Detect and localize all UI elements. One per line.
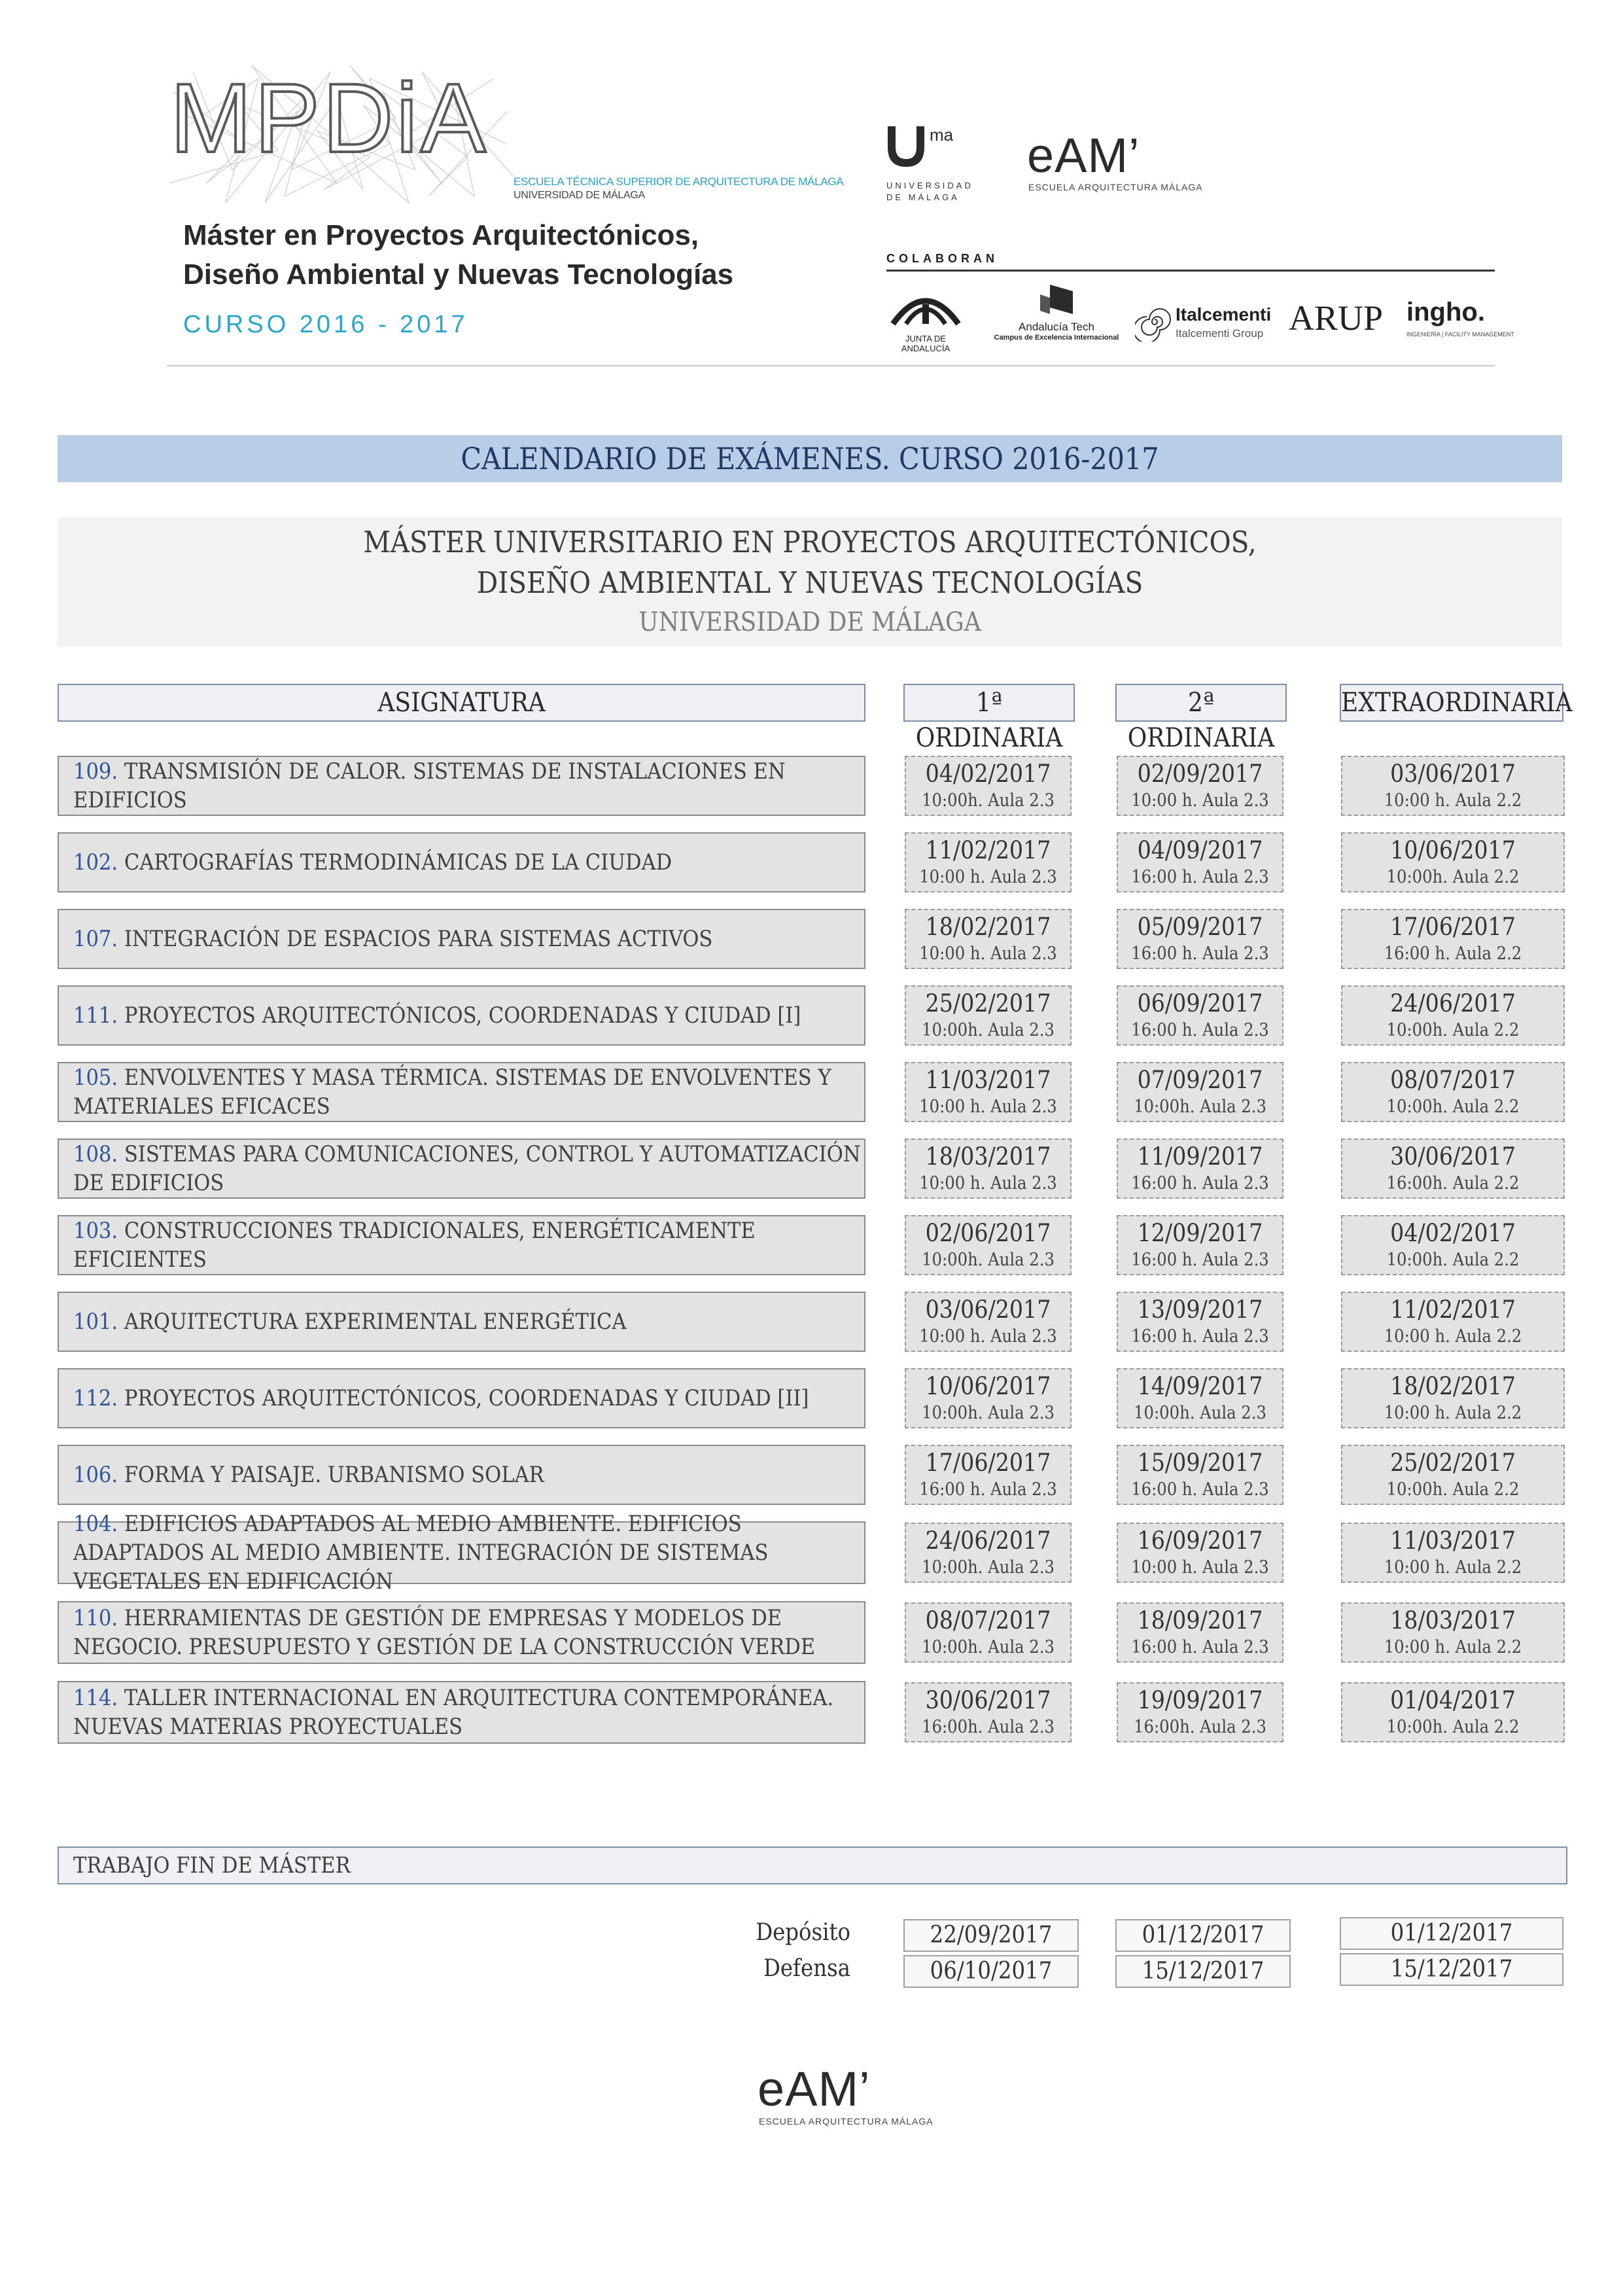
exam-date: 25/02/2017: [925, 989, 1051, 1017]
subject-cell: [58, 909, 865, 969]
exam-date: 25/02/2017: [1390, 1449, 1516, 1477]
subject-name: PROYECTOS ARQUITECTÓNICOS, COORDENADAS Y CIUDAD [I]: [124, 1002, 801, 1029]
subject-code: 103.: [73, 1218, 118, 1244]
exam-cell-extra: [1341, 1523, 1565, 1583]
uma-logo-text: [886, 180, 973, 203]
exam-date: 05/09/2017: [1137, 913, 1263, 941]
tfm-defense-label: Defensa: [763, 1955, 850, 1982]
exam-date: 18/09/2017: [1137, 1606, 1263, 1634]
exam-cell-first: [905, 1523, 1072, 1583]
subject-cell: [58, 1445, 865, 1505]
exam-date: 04/02/2017: [925, 760, 1051, 788]
exam-cell-second: [1117, 1215, 1283, 1275]
tfm-defense-extra: 15/12/2017: [1340, 1953, 1563, 1986]
column-header-subject: ASIGNATURA: [58, 684, 865, 722]
subject-name: CARTOGRAFÍAS TERMODINÁMICAS DE LA CIUDAD: [124, 849, 672, 875]
exam-cell-first: [905, 1062, 1072, 1122]
exam-time-room: 10:00h. Aula 2.3: [922, 1557, 1055, 1578]
subject-cell: [58, 1215, 865, 1275]
mpdia-logo-text: MPDiA: [170, 63, 489, 173]
exam-time-room: 16:00 h. Aula 2.3: [1131, 1020, 1269, 1040]
exam-date: 04/09/2017: [1137, 836, 1263, 864]
exam-time-room: 10:00 h. Aula 2.3: [1131, 1557, 1269, 1578]
exam-date: 17/06/2017: [1390, 913, 1516, 941]
exam-time-room: 10:00 h. Aula 2.2: [1384, 790, 1522, 811]
exam-date: 08/07/2017: [1390, 1066, 1516, 1094]
master-title-line2: Diseño Ambiental y Nuevas Tecnologías: [183, 258, 734, 291]
exam-time-room: 16:00h. Aula 2.3: [1134, 1717, 1266, 1737]
subject-code: 109.: [73, 758, 118, 785]
exam-time-room: 10:00h. Aula 2.2: [1386, 1097, 1520, 1117]
subject-name: ARQUITECTURA EXPERIMENTAL ENERGÉTICA: [124, 1309, 627, 1335]
exam-cell-extra: [1341, 1602, 1565, 1663]
master-title-line1: Máster en Proyectos Arquitectónicos,: [183, 219, 699, 251]
subject-code: 114.: [73, 1685, 118, 1711]
andalucia-tech-text: Andalucía Tech: [1019, 321, 1094, 333]
italcementi-spiral-icon: [1135, 302, 1174, 342]
exam-cell-extra: [1341, 1215, 1565, 1275]
exam-date: 11/09/2017: [1137, 1142, 1263, 1171]
exam-cell-second: [1117, 1602, 1283, 1663]
subject-name: FORMA Y PAISAJE. URBANISMO SOLAR: [124, 1462, 544, 1488]
exam-cell-first: [905, 1682, 1072, 1742]
exam-time-room: 10:00h. Aula 2.2: [1386, 1717, 1520, 1737]
uma-text-line2: DE MÁLAGA: [886, 192, 960, 202]
exam-time-room: 10:00 h. Aula 2.3: [1131, 790, 1269, 811]
exam-time-room: 10:00h. Aula 2.3: [1134, 1403, 1266, 1423]
exam-date: 15/09/2017: [1137, 1449, 1263, 1477]
exam-cell-first: [905, 1368, 1072, 1428]
andalucia-tech-subtitle: Campus de Excelencia Internacional: [994, 334, 1119, 342]
exam-time-room: 16:00 h. Aula 2.3: [1131, 1479, 1269, 1500]
exam-cell-extra: [1341, 1062, 1565, 1122]
tfm-title-bar: TRABAJO FIN DE MÁSTER: [58, 1846, 1567, 1884]
exam-time-room: 10:00h. Aula 2.3: [922, 1637, 1055, 1657]
junta-andalucia-logo: [886, 285, 965, 353]
exam-date: 18/02/2017: [925, 913, 1051, 941]
exam-time-room: 10:00h. Aula 2.3: [922, 1403, 1055, 1423]
exam-date: 11/02/2017: [1390, 1296, 1516, 1324]
exam-time-room: 10:00h. Aula 2.2: [1386, 1479, 1520, 1500]
subject-cell: [58, 832, 865, 892]
subject-cell: [58, 1511, 865, 1595]
exam-time-room: 16:00 h. Aula 2.3: [919, 1479, 1057, 1500]
exam-date: 03/06/2017: [925, 1296, 1051, 1324]
exam-date: 14/09/2017: [1137, 1372, 1263, 1400]
exam-time-room: 10:00 h. Aula 2.3: [919, 867, 1057, 887]
exam-cell-first: [905, 1139, 1072, 1199]
program-title-line2: DISEÑO AMBIENTAL Y NUEVAS TECNOLOGÍAS: [476, 565, 1143, 600]
exam-time-room: 10:00 h. Aula 2.2: [1384, 1637, 1522, 1657]
subject-name: HERRAMIENTAS DE GESTIÓN DE EMPRESAS Y MODELOS DE NEGOCIO. PRESUPUESTO Y GESTIÓN DE LA CONSTRUCCIÓN VERDE: [73, 1605, 816, 1660]
subject-code: 104.: [73, 1511, 118, 1537]
university-name: UNIVERSIDAD DE MÁLAGA: [514, 190, 645, 201]
exam-time-room: 10:00 h. Aula 2.3: [919, 1173, 1057, 1193]
column-header-second-ordinary: 2ª ORDINARIA: [1115, 684, 1287, 722]
exam-cell-second: [1117, 1062, 1283, 1122]
subject-code: 110.: [73, 1605, 118, 1631]
exam-time-room: 10:00 h. Aula 2.2: [1384, 1403, 1522, 1423]
exam-time-room: 16:00h. Aula 2.2: [1386, 1173, 1520, 1193]
subject-code: 111.: [73, 1002, 118, 1029]
subject-code: 102.: [73, 849, 118, 875]
subject-name: ENVOLVENTES Y MASA TÉRMICA. SISTEMAS DE ENVOLVENTES Y MATERIALES EFICACES: [73, 1065, 831, 1120]
exam-date: 30/06/2017: [1390, 1142, 1516, 1171]
subject-code: 101.: [73, 1309, 118, 1335]
exam-cell-extra: [1341, 756, 1565, 816]
exam-date: 30/06/2017: [925, 1686, 1051, 1714]
ingho-subtitle: INGENIERÍA | FACILITY MANAGEMENT: [1406, 331, 1514, 338]
collaborators-divider: [886, 270, 1495, 272]
subject-name: TRANSMISIÓN DE CALOR. SISTEMAS DE INSTALACIONES EN EDIFICIOS: [73, 758, 786, 813]
eam-logo: eAM’: [1027, 128, 1140, 183]
tfm-deposit-first: 22/09/2017: [903, 1919, 1079, 1952]
exam-cell-extra: [1341, 1368, 1565, 1428]
exam-time-room: 16:00 h. Aula 2.3: [1131, 1637, 1269, 1657]
exam-date: 02/06/2017: [925, 1219, 1051, 1247]
junta-andalucia-text: JUNTA DE ANDALUCÍA: [901, 334, 951, 353]
exam-cell-second: [1117, 1292, 1283, 1352]
exam-cell-extra: [1341, 1682, 1565, 1742]
exam-cell-first: [905, 1445, 1072, 1505]
subject-name: SISTEMAS PARA COMUNICACIONES, CONTROL Y AUTOMATIZACIÓN DE EDIFICIOS: [73, 1141, 861, 1196]
exam-date: 13/09/2017: [1137, 1296, 1263, 1324]
exam-time-room: 10:00h. Aula 2.2: [1386, 867, 1520, 887]
subject-code: 106.: [73, 1462, 118, 1488]
subject-name: INTEGRACIÓN DE ESPACIOS PARA SISTEMAS ACTIVOS: [124, 926, 713, 952]
exam-cell-first: [905, 1602, 1072, 1663]
tfm-deposit-label: Depósito: [756, 1919, 850, 1946]
subject-cell: [58, 1292, 865, 1352]
exam-cell-second: [1117, 1682, 1283, 1742]
exam-time-room: 16:00 h. Aula 2.2: [1384, 944, 1522, 964]
exam-time-room: 10:00 h. Aula 2.3: [919, 1326, 1057, 1347]
exam-date: 18/03/2017: [1390, 1606, 1516, 1634]
exam-date: 18/03/2017: [925, 1142, 1051, 1171]
exam-cell-second: [1117, 1139, 1283, 1199]
exam-date: 16/09/2017: [1137, 1527, 1263, 1555]
footer-eam-logo: eAM’: [758, 2062, 871, 2116]
exam-date: 18/02/2017: [1390, 1372, 1516, 1400]
exam-date: 24/06/2017: [925, 1527, 1051, 1555]
exam-time-room: 10:00h. Aula 2.3: [922, 1020, 1055, 1040]
andalucia-tech-logo: [988, 281, 1125, 353]
exam-time-room: 16:00 h. Aula 2.3: [1131, 867, 1269, 887]
tfm-defense-first: 06/10/2017: [903, 1955, 1079, 1988]
exam-time-room: 10:00h. Aula 2.3: [922, 790, 1055, 811]
exam-cell-second: [1117, 832, 1283, 892]
exam-time-room: 10:00h. Aula 2.2: [1386, 1020, 1520, 1040]
exam-date: 10/06/2017: [1390, 836, 1516, 864]
exam-date: 24/06/2017: [1390, 989, 1516, 1017]
master-title: [183, 216, 733, 294]
exam-cell-second: [1117, 1445, 1283, 1505]
exam-date: 10/06/2017: [925, 1372, 1051, 1400]
subject-cell: [58, 1681, 865, 1744]
course-label: CURSO 2016 - 2017: [183, 311, 468, 338]
exam-date: 08/07/2017: [925, 1606, 1051, 1634]
program-university: UNIVERSIDAD DE MÁLAGA: [638, 607, 981, 637]
exam-time-room: 16:00 h. Aula 2.3: [1131, 1173, 1269, 1193]
exam-time-room: 16:00 h. Aula 2.3: [1131, 1250, 1269, 1270]
exam-cell-extra: [1341, 1139, 1565, 1199]
exam-cell-second: [1117, 1368, 1283, 1428]
subject-code: 112.: [73, 1385, 118, 1411]
exam-cell-extra: [1341, 1445, 1565, 1505]
exam-cell-extra: [1341, 985, 1565, 1046]
ingho-logo: ingho.: [1406, 298, 1485, 327]
collaborators-label: COLABORAN: [886, 252, 998, 265]
program-title-line1: MÁSTER UNIVERSITARIO EN PROYECTOS ARQUITECTÓNICOS,: [363, 525, 1257, 559]
exam-cell-second: [1117, 985, 1283, 1046]
exam-time-room: 16:00 h. Aula 2.3: [1131, 1326, 1269, 1347]
exam-cell-first: [905, 756, 1072, 816]
exam-cell-first: [905, 985, 1072, 1046]
exam-cell-first: [905, 1292, 1072, 1352]
calendar-title: CALENDARIO DE EXÁMENES. CURSO 2016-2017: [461, 441, 1159, 476]
uma-text-line1: UNIVERSIDAD: [886, 181, 973, 190]
exam-cell-extra: [1341, 1292, 1565, 1352]
tfm-deposit-extra: 01/12/2017: [1340, 1917, 1563, 1950]
subject-name: CONSTRUCCIONES TRADICIONALES, ENERGÉTICAMENTE EFICIENTES: [73, 1218, 756, 1273]
exam-cell-second: [1117, 1523, 1283, 1583]
exam-time-room: 10:00 h. Aula 2.2: [1384, 1326, 1522, 1347]
subject-name: EDIFICIOS ADAPTADOS AL MEDIO AMBIENTE. EDIFICIOS ADAPTADOS AL MEDIO AMBIENTE. INTEGRACIÓN DE SISTEMAS VEGETALES EN EDIFICACIÓN: [73, 1511, 769, 1595]
svg-text:ma: ma: [930, 125, 954, 145]
subject-cell: [58, 756, 865, 816]
exam-time-room: 10:00h. Aula 2.3: [1134, 1097, 1266, 1117]
italcementi-text: Italcementi: [1176, 304, 1272, 325]
tfm-deposit-second: 01/12/2017: [1115, 1919, 1291, 1952]
subject-cell: [58, 1139, 865, 1199]
exam-cell-first: [905, 832, 1072, 892]
subject-cell: [58, 1601, 865, 1664]
school-name: ESCUELA TÉCNICA SUPERIOR DE ARQUITECTURA DE MÁLAGA: [514, 175, 844, 188]
subject-name: TALLER INTERNACIONAL EN ARQUITECTURA CONTEMPORÁNEA. NUEVAS MATERIAS PROYECTUALES: [73, 1685, 834, 1740]
subject-cell: [58, 1062, 865, 1122]
arup-logo: ARUP: [1289, 298, 1384, 338]
italcementi-subtitle: Italcementi Group: [1176, 327, 1264, 340]
exam-date: 03/06/2017: [1390, 760, 1516, 788]
exam-date: 12/09/2017: [1137, 1219, 1263, 1247]
subject-code: 108.: [73, 1141, 118, 1167]
exam-time-room: 16:00 h. Aula 2.3: [1131, 944, 1269, 964]
subject-code: 107.: [73, 926, 118, 952]
exam-date: 11/02/2017: [925, 836, 1051, 864]
exam-cell-second: [1117, 909, 1283, 969]
subject-name: PROYECTOS ARQUITECTÓNICOS, COORDENADAS Y CIUDAD [II]: [124, 1385, 809, 1411]
exam-time-room: 10:00h. Aula 2.2: [1386, 1250, 1520, 1270]
subject-code: 105.: [73, 1065, 118, 1091]
exam-date: 06/09/2017: [1137, 989, 1263, 1017]
column-header-extraordinary: EXTRAORDINARIA: [1340, 684, 1563, 722]
exam-time-room: 16:00h. Aula 2.3: [922, 1717, 1055, 1737]
exam-time-room: 10:00 h. Aula 2.2: [1384, 1557, 1522, 1578]
exam-date: 19/09/2017: [1137, 1686, 1263, 1714]
footer-eam-subtitle: ESCUELA ARQUITECTURA MÁLAGA: [759, 2116, 934, 2127]
exam-time-room: 10:00 h. Aula 2.3: [919, 1097, 1057, 1117]
exam-cell-extra: [1341, 909, 1565, 969]
exam-date: 01/04/2017: [1390, 1686, 1516, 1714]
column-header-first-ordinary: 1ª ORDINARIA: [903, 684, 1075, 722]
exam-time-room: 10:00 h. Aula 2.3: [919, 944, 1057, 964]
tfm-defense-second: 15/12/2017: [1115, 1955, 1291, 1988]
exam-date: 17/06/2017: [925, 1449, 1051, 1477]
exam-date: 11/03/2017: [1390, 1527, 1516, 1555]
exam-date: 02/09/2017: [1137, 760, 1263, 788]
subject-cell: [58, 985, 865, 1046]
exam-cell-second: [1117, 756, 1283, 816]
exam-time-room: 10:00h. Aula 2.3: [922, 1250, 1055, 1270]
header-divider: [167, 365, 1495, 366]
exam-cell-first: [905, 909, 1072, 969]
exam-date: 11/03/2017: [925, 1066, 1051, 1094]
subject-cell: [58, 1368, 865, 1428]
eam-logo-subtitle: ESCUELA ARQUITECTURA MÁLAGA: [1028, 182, 1203, 192]
exam-cell-extra: [1341, 832, 1565, 892]
exam-cell-first: [905, 1215, 1072, 1275]
exam-date: 04/02/2017: [1390, 1219, 1516, 1247]
exam-date: 07/09/2017: [1137, 1066, 1263, 1094]
